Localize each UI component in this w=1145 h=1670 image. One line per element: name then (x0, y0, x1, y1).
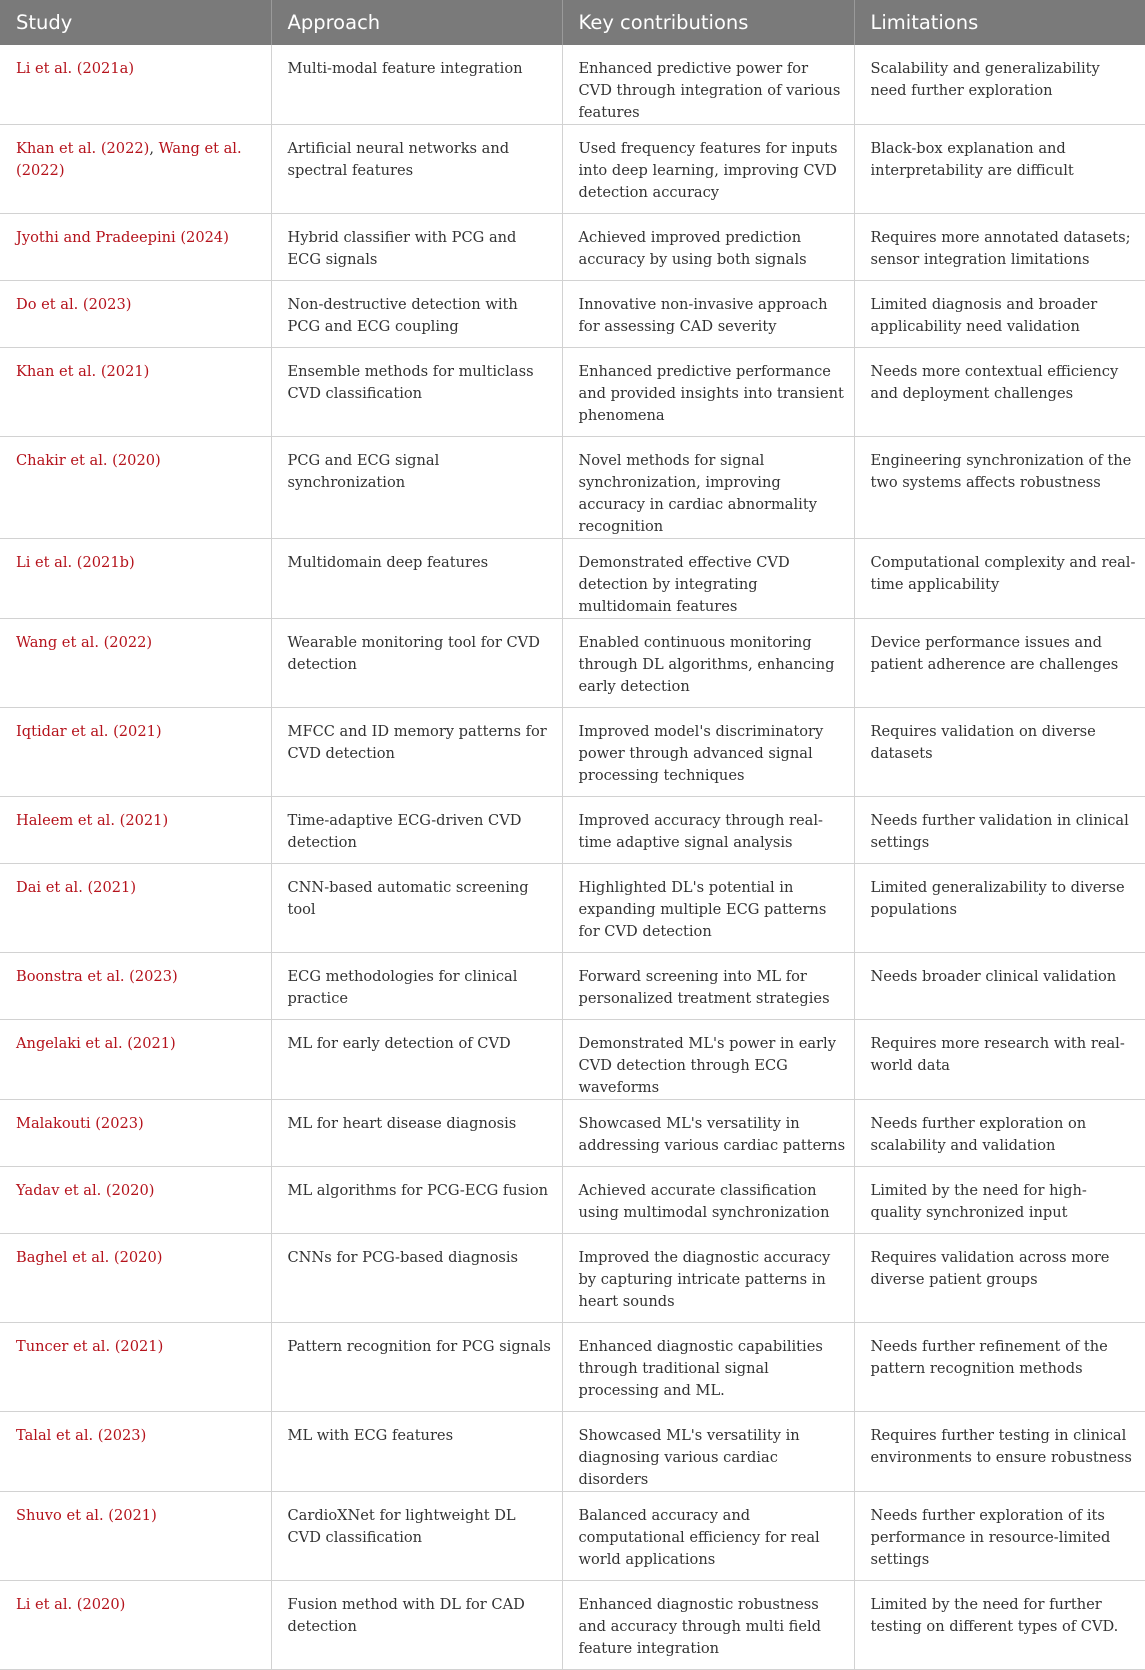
study-citation-link[interactable]: Talal et al. (2023) (16, 1427, 147, 1444)
study-cell (0, 864, 271, 953)
study-cell (0, 1323, 271, 1412)
header-approach: Approach (271, 0, 562, 45)
limitations-cell: Limited generalizability to diverse populations (854, 864, 1145, 953)
header-row (0, 0, 1145, 45)
approach-cell: Pattern recognition for PCG signals (271, 1323, 562, 1412)
study-citation-link[interactable]: Li et al. (2021b) (16, 554, 135, 571)
table-row (0, 1323, 1145, 1412)
approach-cell: CardioXNet for lightweight DL CVD classification (271, 1492, 562, 1581)
study-cell (0, 437, 271, 539)
study-cell (0, 1167, 271, 1234)
approach-cell: ML for early detection of CVD (271, 1020, 562, 1100)
header-key-contributions: Key contributions (562, 0, 854, 45)
approach-cell: MFCC and ID memory patterns for CVD detection (271, 708, 562, 797)
contributions-cell: Forward screening into ML for personalized treatment strategies (562, 953, 854, 1020)
study-cell (0, 1020, 271, 1100)
study-cell (0, 953, 271, 1020)
contributions-cell: Enhanced diagnostic robustness and accuracy through multi field feature integration (562, 1581, 854, 1670)
study-cell (0, 539, 271, 619)
table-row (0, 348, 1145, 437)
study-cell (0, 214, 271, 281)
limitations-cell: Black-box explanation and interpretability are difficult (854, 125, 1145, 214)
study-citation-link[interactable]: Khan et al. (2021) (16, 363, 150, 380)
study-citation-link[interactable]: Shuvo et al. (2021) (16, 1507, 157, 1524)
study-cell (0, 1412, 271, 1492)
table-row (0, 214, 1145, 281)
study-citation-link[interactable]: Li et al. (2020) (16, 1596, 126, 1613)
limitations-cell: Device performance issues and patient adherence are challenges (854, 619, 1145, 708)
table-row (0, 539, 1145, 619)
approach-cell: PCG and ECG signal synchronization (271, 437, 562, 539)
study-citation-link[interactable]: Tuncer et al. (2021) (16, 1338, 164, 1355)
study-citation-link[interactable]: Malakouti (2023) (16, 1115, 144, 1132)
approach-cell: Time-adaptive ECG-driven CVD detection (271, 797, 562, 864)
citation-separator: , (149, 140, 159, 157)
study-citation-link[interactable]: Haleem et al. (2021) (16, 812, 169, 829)
contributions-cell: Achieved accurate classification using multimodal synchronization (562, 1167, 854, 1234)
header-study: Study (0, 0, 271, 45)
study-citation-link[interactable]: Baghel et al. (2020) (16, 1249, 163, 1266)
approach-cell: Ensemble methods for multiclass CVD classification (271, 348, 562, 437)
study-cell (0, 1492, 271, 1581)
approach-cell: ML for heart disease diagnosis (271, 1100, 562, 1167)
contributions-cell: Enhanced predictive performance and provided insights into transient phenomena (562, 348, 854, 437)
study-citation-link[interactable]: Angelaki et al. (2021) (16, 1035, 176, 1052)
table-row (0, 619, 1145, 708)
study-citation-link[interactable]: Khan et al. (2022) (16, 140, 150, 157)
contributions-cell: Showcased ML's versatility in diagnosing various cardiac disorders (562, 1412, 854, 1492)
contributions-cell: Enhanced diagnostic capabilities through traditional signal processing and ML. (562, 1323, 854, 1412)
approach-cell: Multidomain deep features (271, 539, 562, 619)
study-cell (0, 797, 271, 864)
limitations-cell: Requires validation on diverse datasets (854, 708, 1145, 797)
study-cell (0, 125, 271, 214)
table-row (0, 1492, 1145, 1581)
study-cell (0, 281, 271, 348)
study-citation-link[interactable]: Dai et al. (2021) (16, 879, 137, 896)
table-row (0, 125, 1145, 214)
approach-cell: Wearable monitoring tool for CVD detection (271, 619, 562, 708)
limitations-cell: Requires further testing in clinical environments to ensure robustness (854, 1412, 1145, 1492)
contributions-cell: Improved accuracy through real-time adaptive signal analysis (562, 797, 854, 864)
contributions-cell: Novel methods for signal synchronization, improving accuracy in cardiac abnormality recognition (562, 437, 854, 539)
approach-cell: Artificial neural networks and spectral features (271, 125, 562, 214)
approach-cell: Hybrid classifier with PCG and ECG signals (271, 214, 562, 281)
header-limitations: Limitations (854, 0, 1145, 45)
contributions-cell: Innovative non-invasive approach for assessing CAD severity (562, 281, 854, 348)
study-citation-link[interactable]: Jyothi and Pradeepini (2024) (16, 229, 229, 246)
contributions-cell: Showcased ML's versatility in addressing various cardiac patterns (562, 1100, 854, 1167)
study-citation-link[interactable]: Chakir et al. (2020) (16, 452, 161, 469)
approach-cell: ML with ECG features (271, 1412, 562, 1492)
contributions-cell: Enabled continuous monitoring through DL algorithms, enhancing early detection (562, 619, 854, 708)
table-row (0, 437, 1145, 539)
limitations-cell: Limited by the need for high-quality synchronized input (854, 1167, 1145, 1234)
approach-cell: Multi-modal feature integration (271, 45, 562, 125)
limitations-cell: Needs further exploration on scalability and validation (854, 1100, 1145, 1167)
table-row (0, 1020, 1145, 1100)
study-citation-link[interactable]: Iqtidar et al. (2021) (16, 723, 162, 740)
contributions-cell: Achieved improved prediction accuracy by using both signals (562, 214, 854, 281)
table-row (0, 1167, 1145, 1234)
study-citation-link[interactable]: Wang et al. (2022) (16, 634, 153, 651)
limitations-cell: Needs further exploration of its performance in resource-limited settings (854, 1492, 1145, 1581)
limitations-cell: Computational complexity and real-time applicability (854, 539, 1145, 619)
limitations-cell: Limited by the need for further testing on different types of CVD. (854, 1581, 1145, 1670)
study-citation-link[interactable]: Li et al. (2021a) (16, 60, 135, 77)
study-cell (0, 45, 271, 125)
study-citation-link[interactable]: Boonstra et al. (2023) (16, 968, 178, 985)
approach-cell: CNNs for PCG-based diagnosis (271, 1234, 562, 1323)
table-header (0, 0, 1145, 45)
study-citation-link[interactable]: Yadav et al. (2020) (16, 1182, 155, 1199)
approach-cell: Non-destructive detection with PCG and ECG coupling (271, 281, 562, 348)
approach-cell: CNN-based automatic screening tool (271, 864, 562, 953)
limitations-cell: Requires more annotated datasets; sensor integration limitations (854, 214, 1145, 281)
table-row (0, 953, 1145, 1020)
study-cell (0, 1581, 271, 1670)
contributions-cell: Demonstrated effective CVD detection by integrating multidomain features (562, 539, 854, 619)
table-row (0, 864, 1145, 953)
contributions-cell: Highlighted DL's potential in expanding multiple ECG patterns for CVD detection (562, 864, 854, 953)
limitations-cell: Engineering synchronization of the two systems affects robustness (854, 437, 1145, 539)
study-cell (0, 1100, 271, 1167)
limitations-cell: Scalability and generalizability need further exploration (854, 45, 1145, 125)
contributions-cell: Used frequency features for inputs into deep learning, improving CVD detection accuracy (562, 125, 854, 214)
table-row (0, 1234, 1145, 1323)
limitations-cell: Needs more contextual efficiency and deployment challenges (854, 348, 1145, 437)
limitations-cell: Requires more research with real-world data (854, 1020, 1145, 1100)
study-cell (0, 1234, 271, 1323)
study-cell (0, 708, 271, 797)
table-row (0, 1100, 1145, 1167)
table-row (0, 1581, 1145, 1670)
study-citation-link[interactable]: Do et al. (2023) (16, 296, 132, 313)
limitations-cell: Needs broader clinical validation (854, 953, 1145, 1020)
contributions-cell: Improved model's discriminatory power through advanced signal processing techniques (562, 708, 854, 797)
approach-cell: ML algorithms for PCG-ECG fusion (271, 1167, 562, 1234)
contributions-cell: Enhanced predictive power for CVD through integration of various features (562, 45, 854, 125)
table-body (0, 45, 1145, 1670)
table-row (0, 45, 1145, 125)
contributions-cell: Demonstrated ML's power in early CVD detection through ECG waveforms (562, 1020, 854, 1100)
study-citation-link[interactable]: Wang et al. (2022) (16, 140, 242, 179)
limitations-cell: Limited diagnosis and broader applicability need validation (854, 281, 1145, 348)
study-cell (0, 619, 271, 708)
limitations-cell: Needs further refinement of the pattern recognition methods (854, 1323, 1145, 1412)
table-row (0, 281, 1145, 348)
limitations-cell: Requires validation across more diverse patient groups (854, 1234, 1145, 1323)
approach-cell: Fusion method with DL for CAD detection (271, 1581, 562, 1670)
table-row (0, 797, 1145, 864)
limitations-cell: Needs further validation in clinical settings (854, 797, 1145, 864)
table-row (0, 708, 1145, 797)
study-cell (0, 348, 271, 437)
contributions-cell: Improved the diagnostic accuracy by capturing intricate patterns in heart sounds (562, 1234, 854, 1323)
contributions-cell: Balanced accuracy and computational efficiency for real world applications (562, 1492, 854, 1581)
approach-cell: ECG methodologies for clinical practice (271, 953, 562, 1020)
table-row (0, 1412, 1145, 1492)
